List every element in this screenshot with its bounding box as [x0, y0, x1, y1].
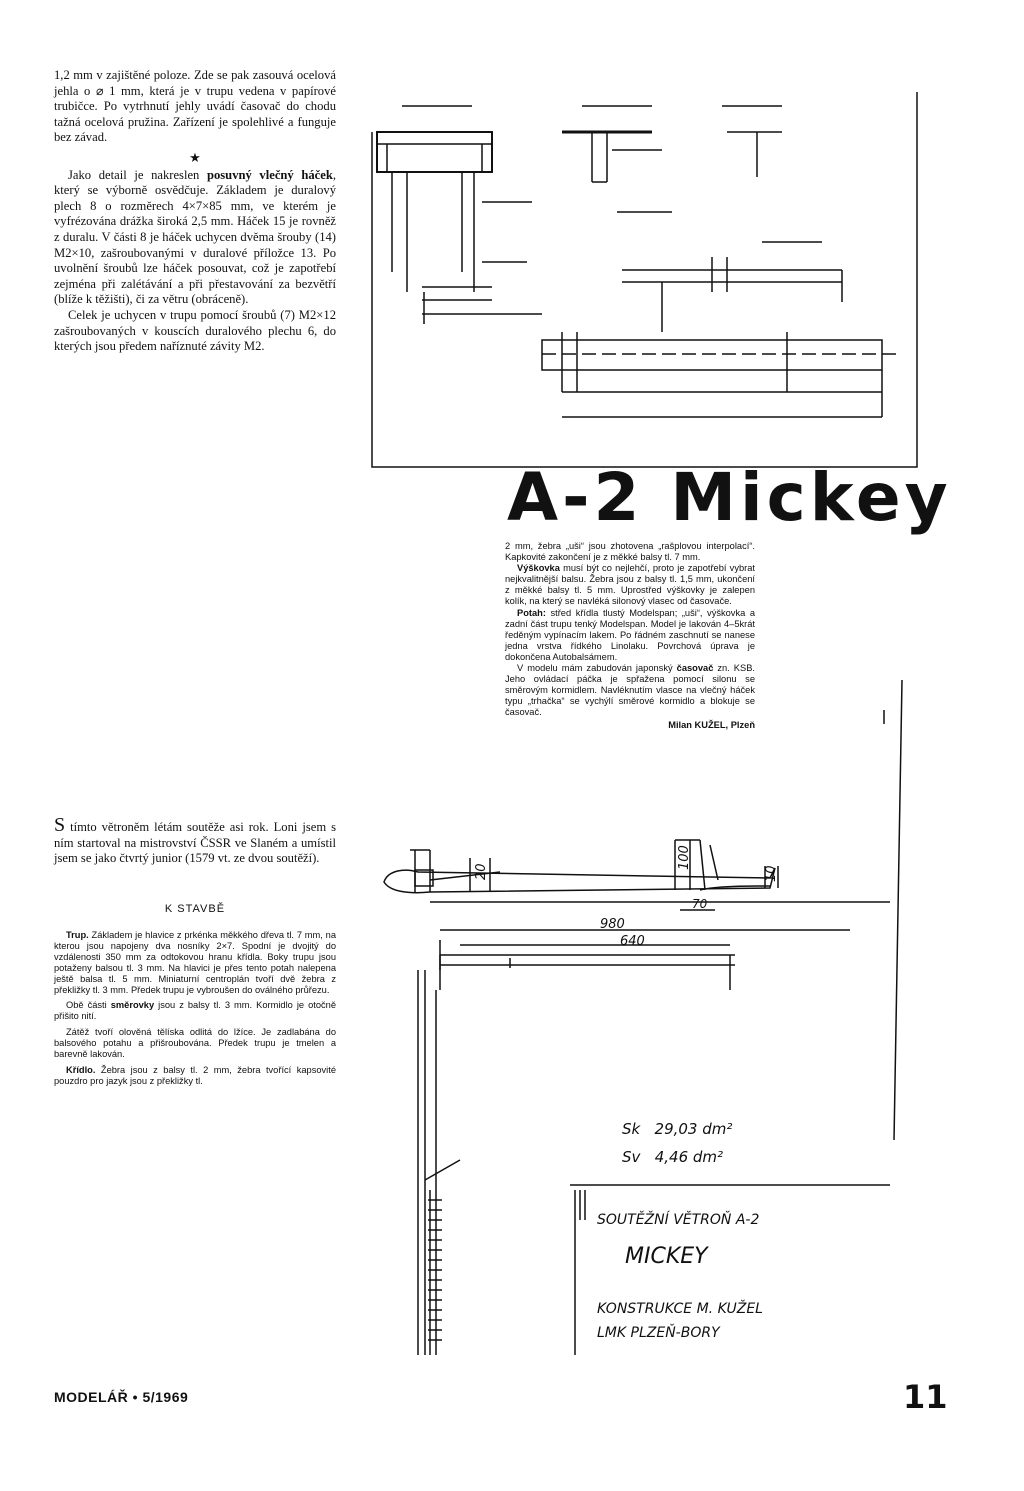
paragraph: Obě části směrovky jsou z balsy tl. 3 mm. Kormidlo je otočně přišito nití.	[54, 1000, 336, 1022]
author-signature: Milan KUŽEL, Plzeň	[668, 719, 755, 730]
dimension-label: 70	[692, 897, 708, 911]
construction-column	[54, 930, 336, 1092]
paragraph: Zátěž tvoří olověná tělíska odlitá do lžíce. Je zadlabána do balsového potahu a přišroubována. Předek trupu je tmelen a barevně lakován.	[54, 1027, 336, 1060]
paragraph: Jako detail je nakreslen posuvný vlečný háček, který se výborně osvědčuje. Základem je duralový plech 8 o rozměrech 4×7×85 mm, ve kterém je vyfrézována drážka široká 2,5 mm. Háček 15 je rovněž z duralu. V části 8 je háček uchycen dvěma šrouby (14) M2×10, zašroubovanými v duralové příložce 13. Po uvolnění šroubů lze háček posouvat, což je zapotřebí zejména při zalétávání a při přestavování za bezvětří (blíže k těžišti), či za větru (obráceně).	[54, 167, 336, 307]
magazine-issue: MODELÁŘ • 5/1969	[54, 1389, 189, 1405]
page-number: 11	[903, 1378, 948, 1416]
dimension-label: 10	[764, 865, 779, 882]
article-column-2	[505, 541, 755, 731]
intro-paragraph: S tímto větroněm létám soutěže asi rok. Loni jsem s ním startoval na mistrovství ČSSR ve Slaném a umístil jsem se jako čtvrtý junior (1579 vt. ze dvou soutěží).	[54, 814, 336, 866]
dimension-label: 100	[677, 845, 692, 870]
paragraph: Křídlo. Žebra jsou z balsy tl. 2 mm, žebra tvořící kapsovité pouzdro pro jazyk jsou z překližky tl.	[54, 1064, 336, 1086]
stamp-line-2: MICKEY	[625, 1244, 708, 1269]
glider-plan-drawing	[370, 830, 930, 1360]
paragraph: V modelu mám zabudován japonský časovač zn. KSB. Jeho ovládací páčka je spřažena pomocí silonu se směrovým kormidlem. Navléknutím vlasce na vlečný háček typu „trhačka“ se vychýlí směrové kormidlo a blokuje se časovač.	[505, 663, 755, 718]
paragraph: 2 mm, žebra „uši“ jsou zhotovena „rašplovou interpolací“. Kapkovité zakončení je z měkké balsy tl. 7 mm.	[505, 541, 755, 563]
paragraph: Výškovka musí být co nejlehčí, proto je zapotřebí vybrat nejkvalitnější balsu. Žebra jsou z balsy tl. 1,5 mm, ukončení z měkké balsy tl. 5 mm. Uprostřed výškovky je zalepen kolík, na který se navléká silonový vlasec od časovače.	[505, 563, 755, 607]
dimension-label: 20	[474, 863, 489, 880]
stamp-line-1: SOUTĚŽNÍ VĚTROŇ A-2	[597, 1212, 760, 1228]
stamp-line-3: KONSTRUKCE M. KUŽEL	[597, 1301, 763, 1317]
paragraph: Celek je uchycen v trupu pomocí šroubů (7) M2×12 zašroubovaných v kouscích duralového plechu 6, do kterých jsou předem naříznuté závity M2.	[54, 307, 336, 354]
stamp-line-4: LMK PLZEŇ-BORY	[597, 1325, 720, 1341]
hook-detail-drawing	[362, 92, 922, 472]
star-icon: ★	[189, 149, 201, 165]
paragraph: 1,2 mm v zajištěné poloze. Zde se pak zasouvá ocelová jehla o ⌀ 1 mm, která je v trupu vedena v papírové trubičce. Po vytrhnutí jehly uvádí časovač do chodu tažná ocelová pružina. Zařízení je spolehlivé a funguje bez závad.	[54, 68, 336, 145]
stabilizer-area-label: Sv 4,46 dm²	[622, 1148, 724, 1166]
article-title: A-2 Mickey	[507, 459, 952, 536]
article-column-1	[54, 68, 336, 355]
dimension-label: 640	[620, 934, 645, 949]
wing-area-label: Sk 29,03 dm²	[622, 1120, 733, 1138]
paragraph: Potah: střed křídla tlustý Modelspan; „uši“, výškovka a zadní část trupu tenký Modelspan. Model je lakován 4–5krát ředěným vypínacím lakem. Po řádném zaschnutí se nanese jedna vrstva řídkého Linolaku. Povrchová úprava je dokončena Autobalsámem.	[505, 607, 755, 662]
paragraph: Trup. Základem je hlavice z prkénka měkkého dřeva tl. 7 mm, na kterou jsou napojeny dva nosníky 2×7. Spodní je dvojitý do vzdálenosti 350 mm za odtokovou hranu křídla. Boky trupu jsou potaženy balsou tl. 3 mm. Na hlavici je přes tento potah nalepena ještě balsa tl. 5 mm. Miniaturní centroplán tvoří dvě žebra z překližky tl. 3 mm. Předek trupu je vybroušen do oválného průřezu.	[54, 930, 336, 995]
section-heading: K STAVBĚ	[164, 903, 226, 915]
dimension-label: 980	[600, 917, 625, 932]
